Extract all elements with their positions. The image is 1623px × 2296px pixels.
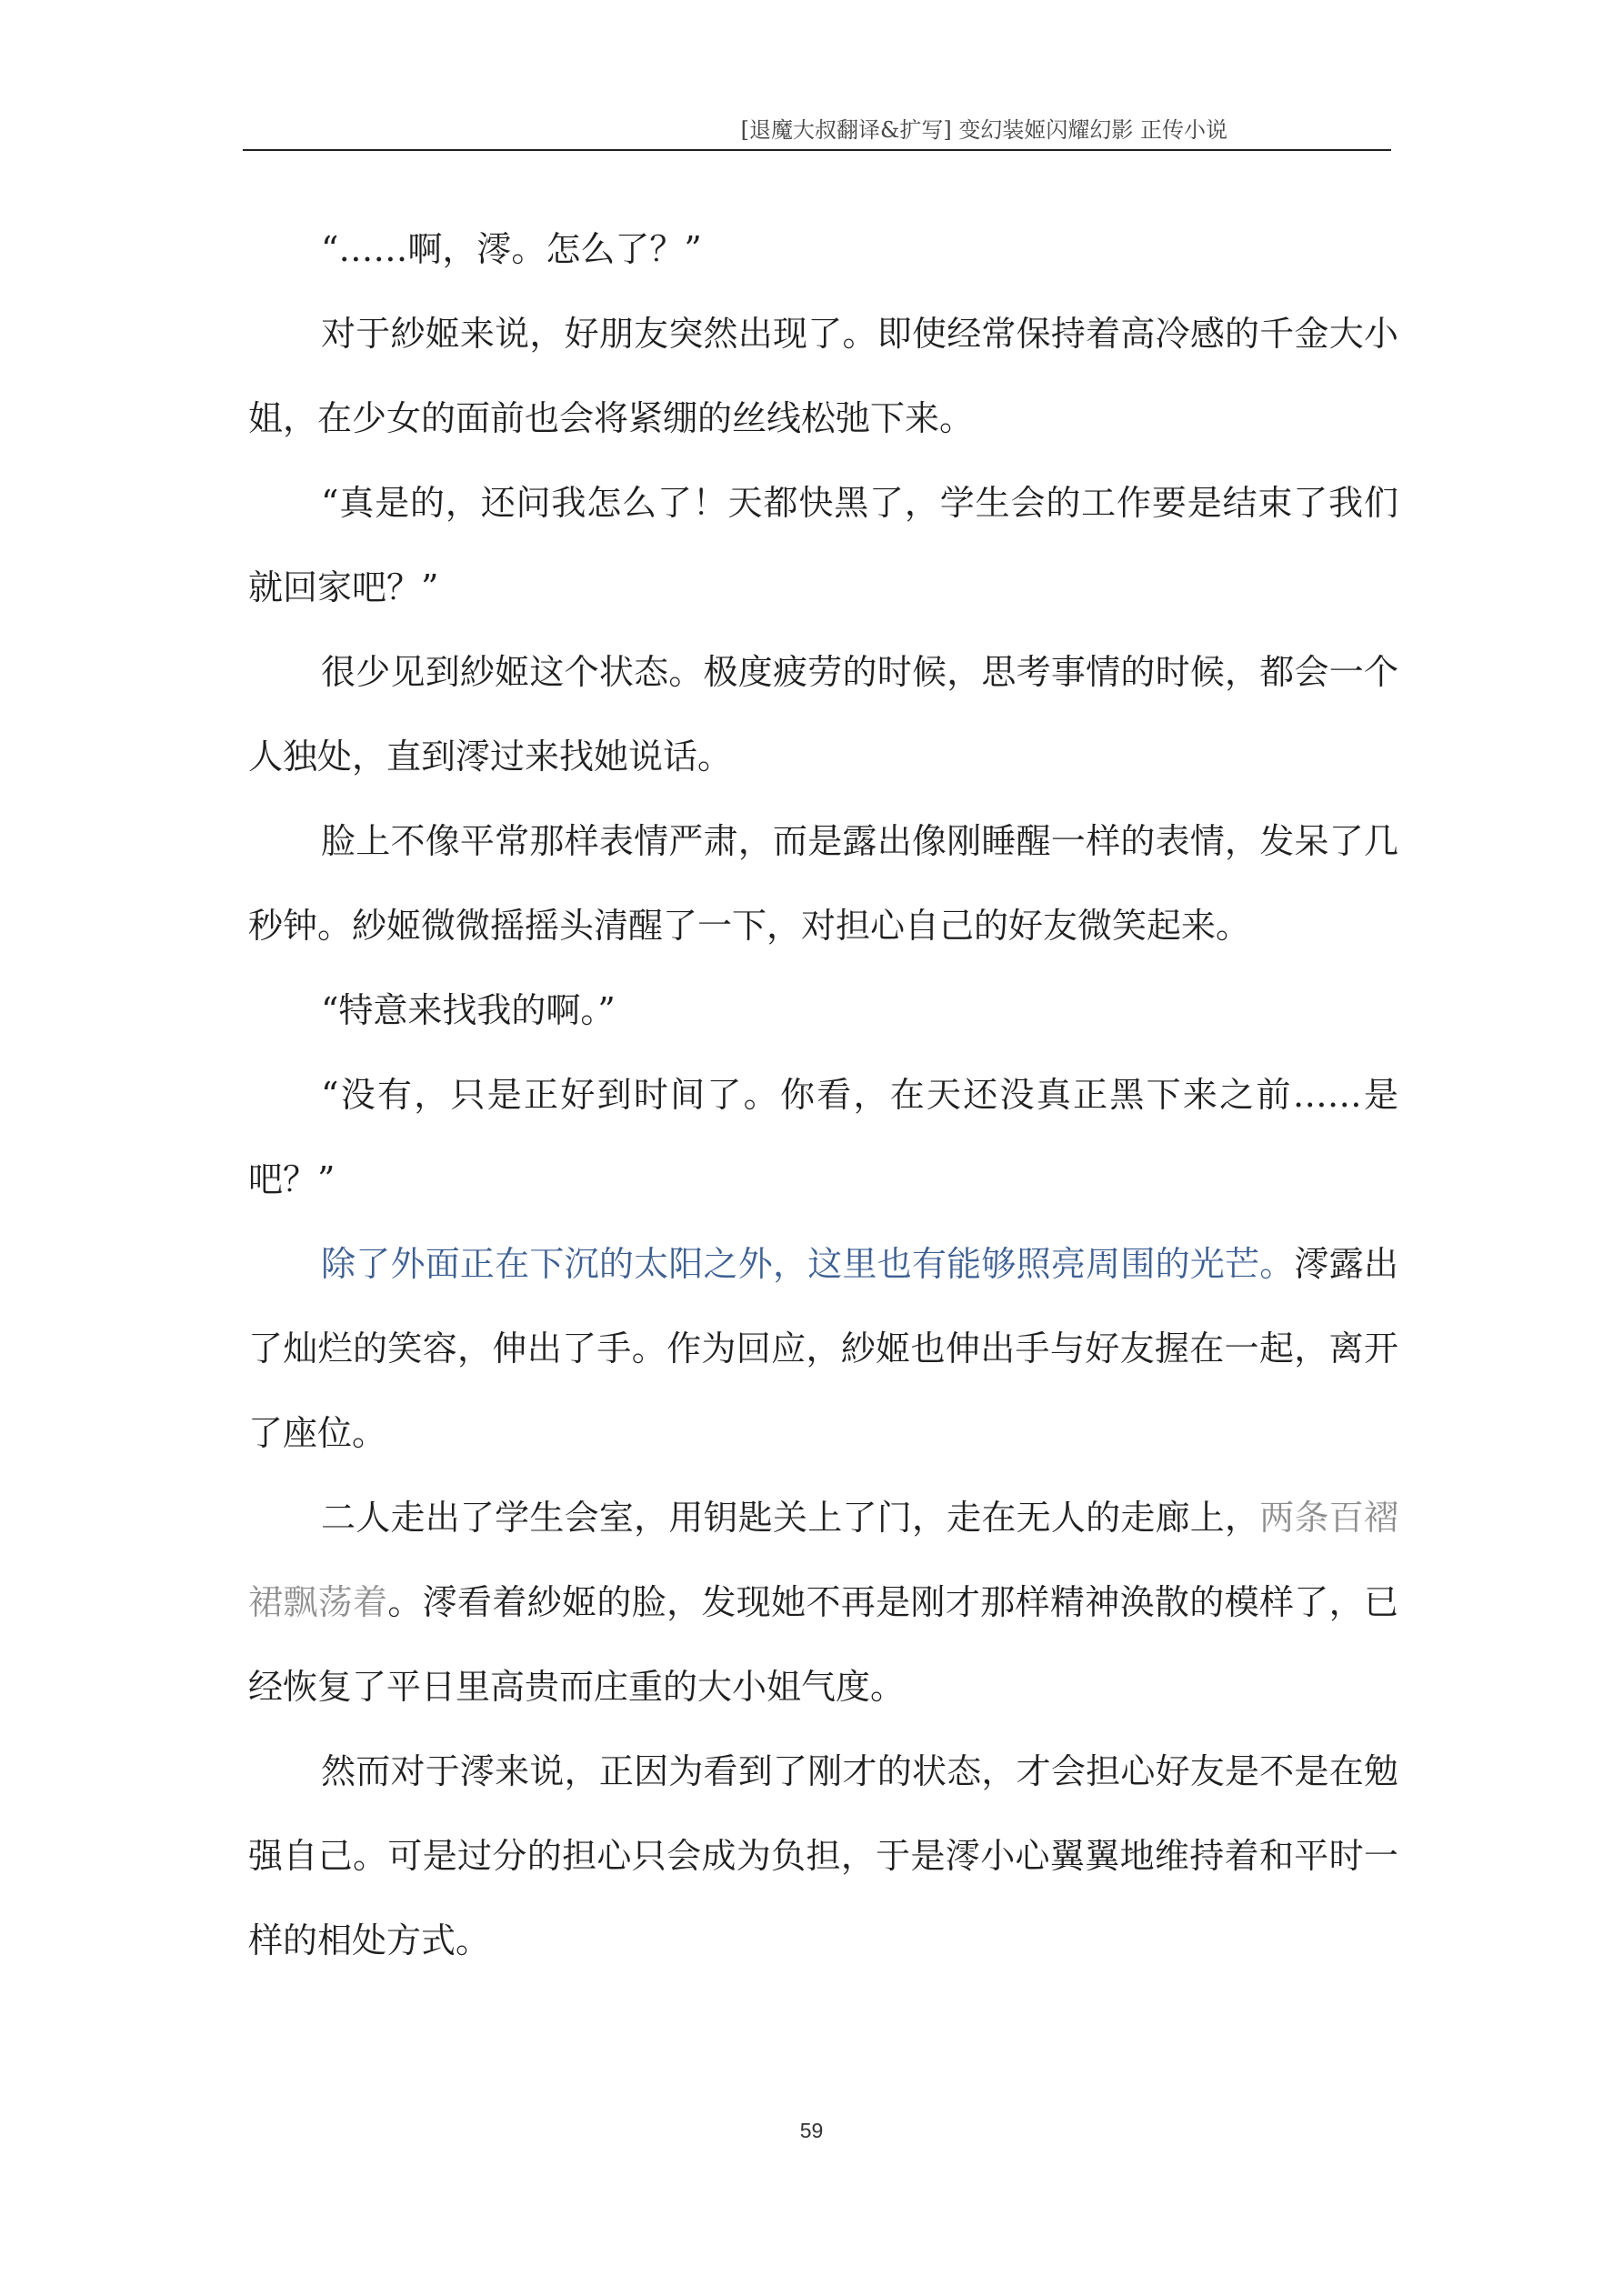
page-number: 59 (799, 2119, 824, 2142)
paragraph-5: 脸上不像平常那样表情严肃，而是露出像刚睡醒一样的表情，发呆了几秒钟。紗姬微微摇摇头清醒了一下，对担心自己的好友微笑起来。 (248, 821, 1398, 946)
highlighted-text: 除了外面正在下沉的太阳之外，这里也有能够照亮周围的光芒。 (321, 1244, 1295, 1284)
body-text (248, 207, 1398, 1983)
muted-text: 两条百褶裙飘荡着 (248, 1498, 1398, 1622)
paragraph-1: “……啊，澪。怎么了？” (321, 229, 702, 269)
paragraph-10: 然而对于澪来说，正因为看到了刚才的状态，才会担心好友是不是在勉强自己。可是过分的担心只会成为负担，于是澪小心翼翼地维持着和平时一样的相处方式。 (248, 1751, 1398, 1960)
paragraph-9-end: 。澪看着紗姬的脸，发现她不再是刚才那样精神涣散的模样了，已经恢复了平日里高贵而庄重的大小姐气度。 (248, 1582, 1398, 1707)
paragraph-8-rest: 澪露出了灿烂的笑容，伸出了手。作为回应，紗姬也伸出手与好友握在一起，离开了座位。 (248, 1244, 1398, 1453)
paragraph-7: “没有，只是正好到时间了。你看，在天还没真正黑下来之前……是吧？” (248, 1075, 1398, 1199)
paragraph-4: 很少见到紗姬这个状态。极度疲劳的时候，思考事情的时候，都会一个人独处，直到澪过来找她说话。 (248, 652, 1398, 777)
header-title: [退魔大叔翻译&扩写] 变幻装姬闪耀幻影 正传小说 (740, 117, 1227, 143)
page-header (243, 115, 1391, 151)
paragraph-2: 对于紗姬来说，好朋友突然出现了。即使经常保持着高冷感的千金大小姐，在少女的面前也会将紧绷的丝线松弛下来。 (248, 314, 1398, 438)
paragraph-9 (248, 1476, 1398, 1730)
paragraph-8 (248, 1222, 1398, 1476)
paragraph-6: “特意来找我的啊。” (321, 990, 616, 1030)
paragraph-3: “真是的，还问我怎么了！天都快黑了，学生会的工作要是结束了我们就回家吧？” (248, 483, 1398, 607)
paragraph-9-start: 二人走出了学生会室，用钥匙关上了门，走在无人的走廊上， (321, 1498, 1260, 1538)
